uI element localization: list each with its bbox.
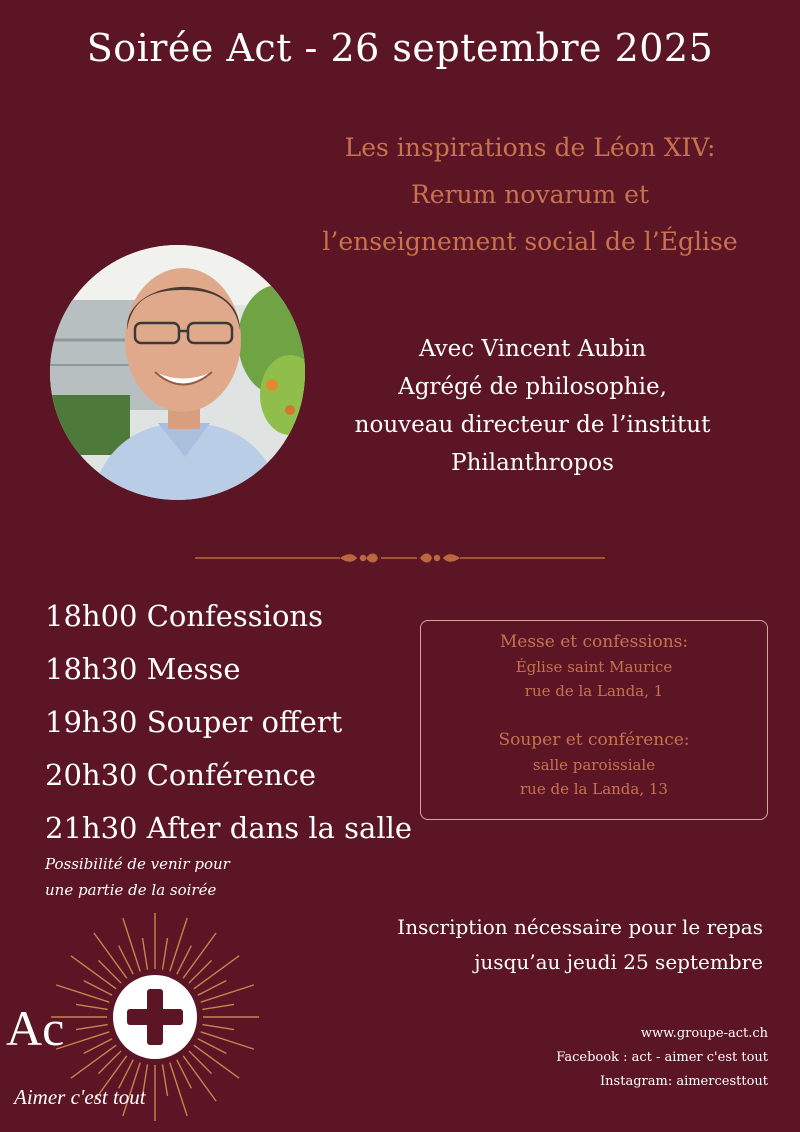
logo-text: Ac <box>6 1000 65 1056</box>
sunburst-ray <box>123 918 140 971</box>
locations-box <box>420 620 768 820</box>
schedule-list <box>45 590 412 855</box>
speaker-photo <box>50 245 305 500</box>
location-heading: Messe et confessions: <box>499 632 689 652</box>
registration-line: Inscription nécessaire pour le repas <box>397 915 763 939</box>
speaker-title: Agrégé de philosophie, <box>398 374 667 400</box>
sunburst-ray <box>189 960 212 983</box>
subtitle-line: Les inspirations de Léon XIV: <box>344 133 716 162</box>
logo-tagline: Aimer c'est tout <box>14 1085 146 1109</box>
schedule-item: 18h00 Confessions <box>45 599 323 633</box>
ornament-divider <box>195 547 605 573</box>
subtitle-line: Rerum novarum et <box>410 180 650 209</box>
sunburst-ray <box>201 1032 254 1049</box>
schedule-item: 18h30 Messe <box>45 652 241 686</box>
page-title: Soirée Act - 26 septembre 2025 <box>86 26 714 70</box>
contact-info <box>460 1022 768 1094</box>
sunburst-ray <box>163 1064 168 1096</box>
subtitle-line: l’enseignement social de l’Église <box>322 227 738 256</box>
registration-notice <box>300 910 763 980</box>
speaker-institute: Philanthropos <box>451 450 614 476</box>
sunburst-ray <box>98 960 121 983</box>
sunburst-ray <box>201 985 254 1002</box>
note-line: une partie de la soirée <box>45 881 217 899</box>
sunburst-ray <box>76 1025 108 1030</box>
sunburst-ray <box>189 1051 212 1074</box>
location-line: salle paroissiale <box>532 756 656 774</box>
instagram-link[interactable]: Instagram: aimercesttout <box>600 1074 768 1089</box>
location-heading: Souper et conférence: <box>498 730 690 750</box>
note-line: Possibilité de venir pour <box>45 855 230 873</box>
schedule-item: 20h30 Conférence <box>45 758 317 792</box>
conference-subtitle <box>290 124 770 265</box>
sunburst-ray <box>76 1004 108 1009</box>
location-line: Église saint Maurice <box>515 658 673 676</box>
sunburst-ray <box>202 1025 234 1030</box>
sunburst-ray <box>170 918 187 971</box>
sunburst-ray <box>170 1063 187 1116</box>
sunburst-ray <box>142 938 147 970</box>
location-line: rue de la Landa, 1 <box>524 682 664 700</box>
speaker-name: Avec Vincent Aubin <box>418 336 647 362</box>
registration-line: jusqu’au jeudi 25 septembre <box>474 950 763 974</box>
facebook-link[interactable]: Facebook : act - aimer c'est tout <box>556 1050 768 1065</box>
location-line: rue de la Landa, 13 <box>520 780 668 798</box>
website-link[interactable]: www.groupe-act.ch <box>640 1026 768 1041</box>
speaker-title: nouveau directeur de l’institut <box>354 412 711 438</box>
speaker-info <box>325 330 740 482</box>
sunburst-ray <box>98 1051 121 1074</box>
schedule-item: 21h30 After dans la salle <box>45 811 413 845</box>
sunburst-ray <box>163 938 168 970</box>
sunburst-ray <box>202 1004 234 1009</box>
schedule-item: 19h30 Souper offert <box>45 705 343 739</box>
schedule-note <box>45 851 230 903</box>
